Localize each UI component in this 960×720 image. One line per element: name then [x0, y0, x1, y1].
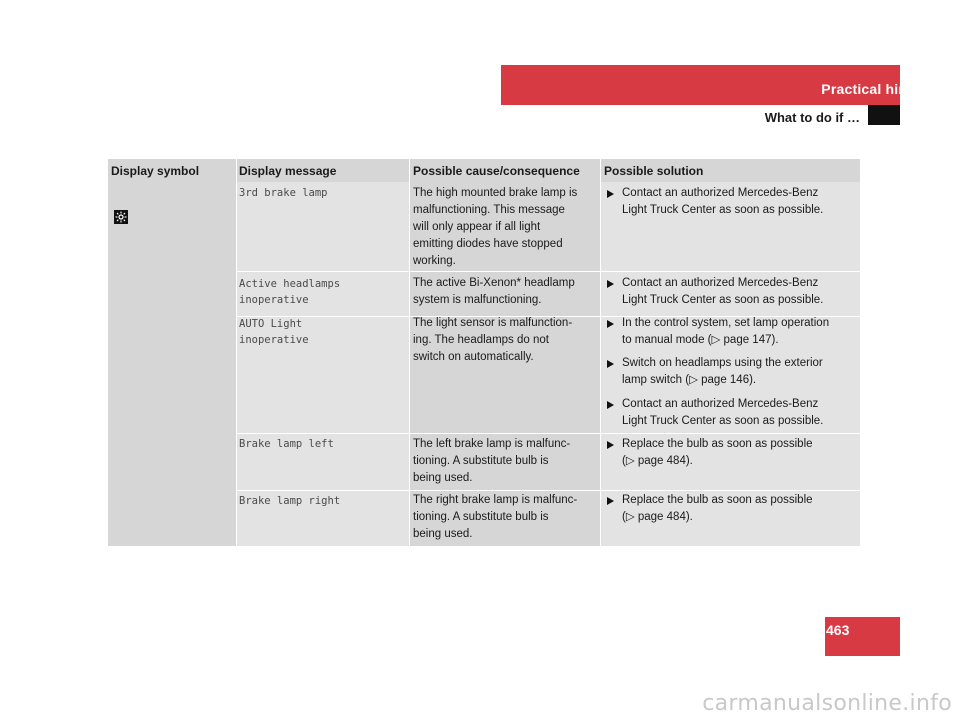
cause-line: working. — [413, 255, 456, 267]
watermark: carmanualsonline.info — [702, 691, 952, 716]
cause-line: switch on automatically. — [413, 351, 534, 363]
message-line: Brake lamp right — [239, 495, 341, 507]
section-title: Practical hints — [821, 81, 920, 97]
cause-line: emitting diodes have stopped — [413, 238, 563, 250]
solution-text — [622, 396, 857, 430]
column-divider — [409, 159, 410, 546]
message-line: inoperative — [239, 334, 309, 346]
cause-line: being used. — [413, 528, 473, 540]
cause-line: The active Bi-Xenon* headlamp — [413, 277, 575, 289]
solution-line: Contact an authorized Mercedes-Benz — [622, 398, 819, 410]
cause-line: tioning. A substitute bulb is — [413, 455, 549, 467]
bullet-arrow-icon — [607, 190, 614, 198]
bullet-arrow-icon — [607, 320, 614, 328]
cause-line: malfunctioning. This message — [413, 204, 565, 216]
bullet-arrow-icon — [607, 360, 614, 368]
solution-line: (▷ page 484). — [622, 511, 693, 523]
solution-line: Contact an authorized Mercedes-Benz — [622, 277, 819, 289]
solution-line: Switch on headlamps using the exterior — [622, 357, 823, 369]
display-message — [239, 436, 334, 452]
solution-text — [622, 436, 857, 470]
bullet-arrow-icon — [607, 497, 614, 505]
message-line: AUTO Light — [239, 318, 303, 330]
troubleshooting-table — [108, 159, 860, 546]
column-divider — [600, 159, 601, 546]
symbol-cell — [108, 182, 236, 546]
cause-line: system is malfunctioning. — [413, 294, 542, 306]
cause-line: The high mounted brake lamp is — [413, 187, 578, 199]
row-divider — [236, 433, 860, 434]
message-column — [236, 182, 409, 546]
solution-line: Light Truck Center as soon as possible. — [622, 204, 824, 216]
cause-line: will only appear if all light — [413, 221, 541, 233]
message-line: 3rd brake lamp — [239, 187, 328, 199]
table-header-row — [108, 159, 860, 182]
cause-line: tioning. A substitute bulb is — [413, 511, 549, 523]
column-header-possible-solution: Possible solution — [604, 164, 704, 178]
corner-marker — [868, 105, 900, 125]
row-divider — [236, 490, 860, 491]
solution-line: (▷ page 484). — [622, 455, 693, 467]
solution-line: Light Truck Center as soon as possible. — [622, 294, 824, 306]
solution-line: lamp switch (▷ page 146). — [622, 374, 757, 386]
solution-text — [622, 185, 857, 219]
bullet-arrow-icon — [607, 441, 614, 449]
cause-line: The right brake lamp is malfunc- — [413, 494, 578, 506]
solution-line: to manual mode (▷ page 147). — [622, 334, 779, 346]
bullet-arrow-icon — [607, 401, 614, 409]
cause-line: The left brake lamp is malfunc- — [413, 438, 571, 450]
row-divider — [236, 271, 860, 272]
column-header-display-message: Display message — [239, 164, 337, 178]
page-number: 463 — [826, 622, 850, 638]
message-line: Brake lamp left — [239, 438, 334, 450]
message-line: inoperative — [239, 294, 309, 306]
cause-text — [413, 315, 598, 366]
solution-line: Replace the bulb as soon as possible — [622, 438, 813, 450]
solution-line: In the control system, set lamp operation — [622, 317, 830, 329]
display-message — [239, 276, 340, 308]
cause-text — [413, 185, 598, 270]
cause-text — [413, 436, 598, 487]
cause-text — [413, 275, 598, 309]
cause-text — [413, 492, 598, 543]
cause-line: being used. — [413, 472, 473, 484]
subsection-title: What to do if … — [764, 110, 860, 125]
cause-line: The light sensor is malfunction- — [413, 317, 573, 329]
solution-text — [622, 275, 857, 309]
display-message — [239, 493, 340, 509]
cause-line: ing. The headlamps do not — [413, 334, 549, 346]
lamp-warning-icon — [114, 210, 128, 224]
column-header-possible-cause: Possible cause/consequence — [413, 164, 580, 178]
display-message — [239, 316, 309, 348]
column-header-display-symbol: Display symbol — [111, 164, 200, 178]
solution-text — [622, 355, 857, 389]
display-message — [239, 185, 328, 201]
message-line: Active headlamps — [239, 278, 341, 290]
solution-line: Replace the bulb as soon as possible — [622, 494, 813, 506]
column-divider — [236, 159, 237, 546]
bullet-arrow-icon — [607, 280, 614, 288]
solution-line: Contact an authorized Mercedes-Benz — [622, 187, 819, 199]
solution-line: Light Truck Center as soon as possible. — [622, 415, 824, 427]
solution-text — [622, 492, 857, 526]
solution-text — [622, 315, 857, 349]
